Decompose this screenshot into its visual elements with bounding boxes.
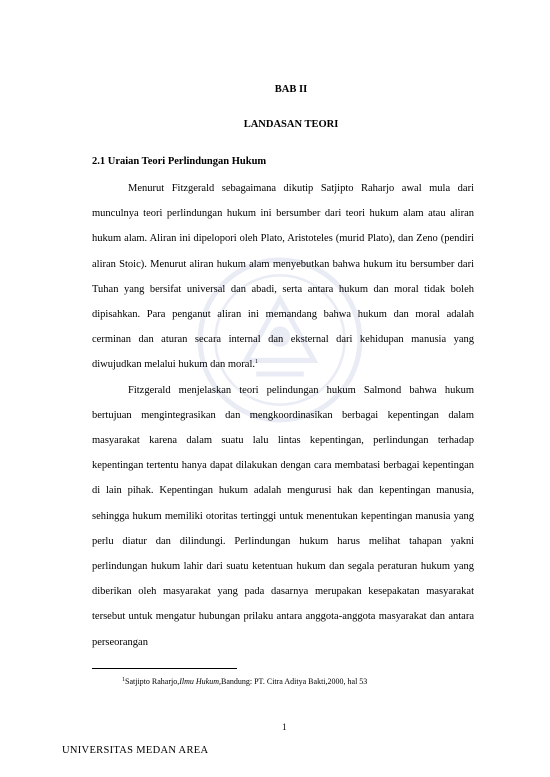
chapter-label: BAB II xyxy=(274,84,308,95)
section-heading: 2.1 Uraian Teori Perlindungan Hukum xyxy=(92,156,267,167)
body-text xyxy=(92,176,474,655)
footer-university: UNIVERSITAS MEDAN AREA xyxy=(62,745,209,756)
footnote-title: Ilmu Hukum, xyxy=(179,677,221,686)
paragraph-1 xyxy=(92,176,474,378)
footnote-divider xyxy=(92,668,237,669)
footnote-reference[interactable]: 1 xyxy=(255,359,259,366)
paragraph-2-text: Fitzgerald menjelaskan teori pelindungan hukum Salmond bahwa hukum bertujuan mengintegrasikan dan mengkoordinasikan berbagai kepentingan dalam masyarakat karena dalam suatu lalu lintas kepentingan, perlindungan terhadap kepentingan tertentu hanya dapat dilakukan dengan cara membatasi berbagai kepentingan di lain pihak. Kepentingan hukum adalah mengurusi hak dan kepentingan manusia, sehingga hukum memiliki otoritas tertinggi untuk menentukan kepentingan manusia yang perlu diatur dan dilindungi. Perlindungan hukum harus melihat tahapan yakni perlindungan hukum lahir dari suatu ketentuan hukum dan segala peraturan hukum yang diberikan oleh masyarakat yang pada dasarnya merupakan kesepakatan masyarakat tersebut untuk mengatur hubungan prilaku antara anggota-anggota masyarakat dan antara perseorangan xyxy=(92,384,474,648)
footnote-number: 1 xyxy=(122,677,125,683)
footnote-author: Satjipto Raharjo, xyxy=(125,677,180,686)
chapter-title: LANDASAN TEORI xyxy=(243,119,339,130)
paragraph-1-text: Menurut Fitzgerald sebagaimana dikutip Satjipto Raharjo awal mula dari munculnya teori perlindungan hukum ini bersumber dari teori hukum alam atau aliran hukum alam. Aliran ini dipelopori oleh Plato, Aristoteles (murid Plato), dan Zeno (pendiri aliran Stoic). Menurut aliran hukum alam menyebutkan bahwa hukum itu bersumber dari Tuhan yang bersifat universal dan abadi, serta antara hukum dan moral tidak boleh dipisahkan. Para penganut aliran ini memandang bahwa hukum dan moral adalah cerminan dan aturan secara internal dan eksternal dari kehidupan manusia yang diwujudkan melalui hukum dan moral. xyxy=(92,183,474,371)
footnote xyxy=(122,677,367,686)
page-number: 1 xyxy=(282,722,287,732)
paragraph-2 xyxy=(92,378,474,655)
footnote-publisher: Bandung: PT. Citra Aditya Bakti,2000, hal 53 xyxy=(221,677,368,686)
